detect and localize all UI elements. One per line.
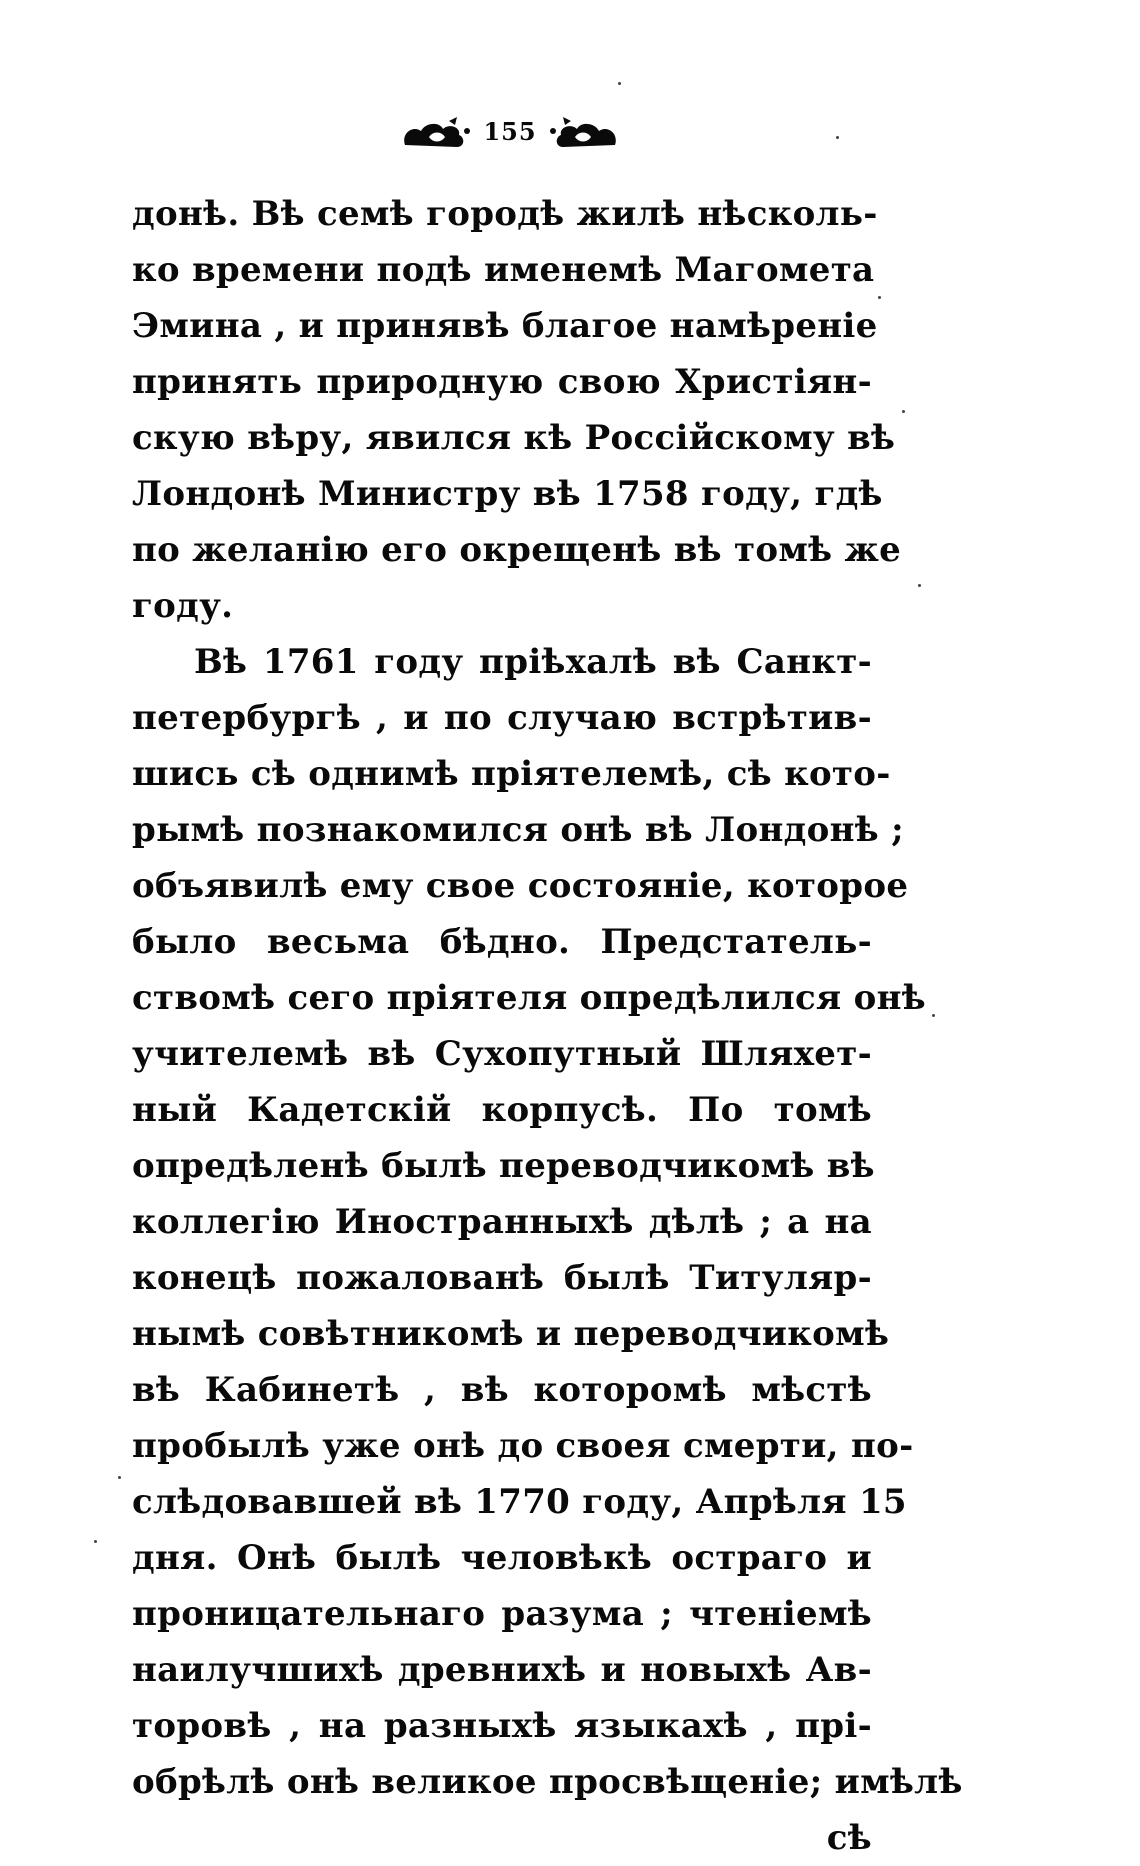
text-line: Лондонѣ Министру вѣ 1758 году, гдѣ <box>132 474 883 514</box>
text-line: проницательнаго разума ; чтеніемѣ <box>132 1594 872 1634</box>
ornament-right-icon <box>545 115 621 155</box>
text-line: опредѣленѣ былѣ переводчикомѣ вѣ <box>132 1146 875 1186</box>
print-speck <box>902 410 905 413</box>
text-line: нымѣ совѣтникомѣ и переводчикомѣ <box>132 1314 890 1354</box>
text-line: шись сѣ однимѣ пріятелемѣ, сѣ кото- <box>132 754 891 794</box>
text-line: конецѣ пожалованѣ былѣ Титуляр- <box>132 1258 872 1298</box>
text-line: рымѣ познакомился онѣ вѣ Лондонѣ ; <box>132 810 904 850</box>
print-speck <box>836 136 839 139</box>
ornament-left-icon <box>399 115 475 155</box>
text-line: ный Кадетскій корпусѣ. По томѣ <box>132 1090 872 1130</box>
print-speck <box>932 1014 935 1017</box>
text-line: скую вѣру, явился кѣ Россійскому вѣ <box>132 418 896 458</box>
text-line: объявилѣ ему свое состояніе, которое <box>132 866 909 906</box>
text-line: донѣ. Вѣ семѣ городѣ жилѣ нѣсколь- <box>132 194 878 234</box>
print-speck <box>94 1540 97 1543</box>
print-speck <box>118 1476 121 1479</box>
text-line: году. <box>132 586 234 626</box>
print-speck <box>618 82 621 85</box>
text-line: слѣдовавшей вѣ 1770 году, Апрѣля 15 <box>132 1482 907 1522</box>
text-line: ствомѣ сего пріятеля опредѣлился онѣ <box>132 978 926 1018</box>
text-line: учителемѣ вѣ Сухопутный Шляхет- <box>132 1034 872 1074</box>
text-line: Эмина , и принявѣ благое намѣреніе <box>132 306 878 346</box>
text-line: вѣ Кабинетѣ , вѣ которомѣ мѣстѣ <box>132 1370 872 1410</box>
text-line: петербургѣ , и по случаю встрѣтив- <box>132 698 872 738</box>
text-line: пробылѣ уже онѣ до своея смерти, по- <box>132 1426 914 1466</box>
text-line: по желанію его окрещенѣ вѣ томѣ же <box>132 530 902 570</box>
print-speck <box>878 296 881 299</box>
text-line: было весьма бѣдно. Предстатель- <box>132 922 872 962</box>
text-line: дня. Онѣ былѣ человѣкѣ остраго и <box>132 1538 872 1578</box>
catchword: сѣ <box>826 1818 872 1858</box>
text-line: принять природную свою Христіян- <box>132 362 872 402</box>
text-line: обрѣлѣ онѣ великое просвѣщеніе; имѣлѣ <box>132 1762 963 1802</box>
page-number: 155 <box>483 116 537 146</box>
text-line: наилучшихѣ древнихѣ и новыхѣ Ав- <box>132 1650 872 1690</box>
text-line: торовѣ , на разныхѣ языкахѣ , прі- <box>132 1706 872 1746</box>
print-speck <box>918 584 921 587</box>
page-header <box>380 110 640 160</box>
paragraph-start-line: Вѣ 1761 году пріѣхалѣ вѣ Санкт- <box>194 642 872 682</box>
text-line: ко времени подѣ именемѣ Магомета <box>132 250 875 290</box>
text-line: коллегію Иностранныхѣ дѣлѣ ; а на <box>132 1202 872 1242</box>
body-text <box>132 186 963 1866</box>
